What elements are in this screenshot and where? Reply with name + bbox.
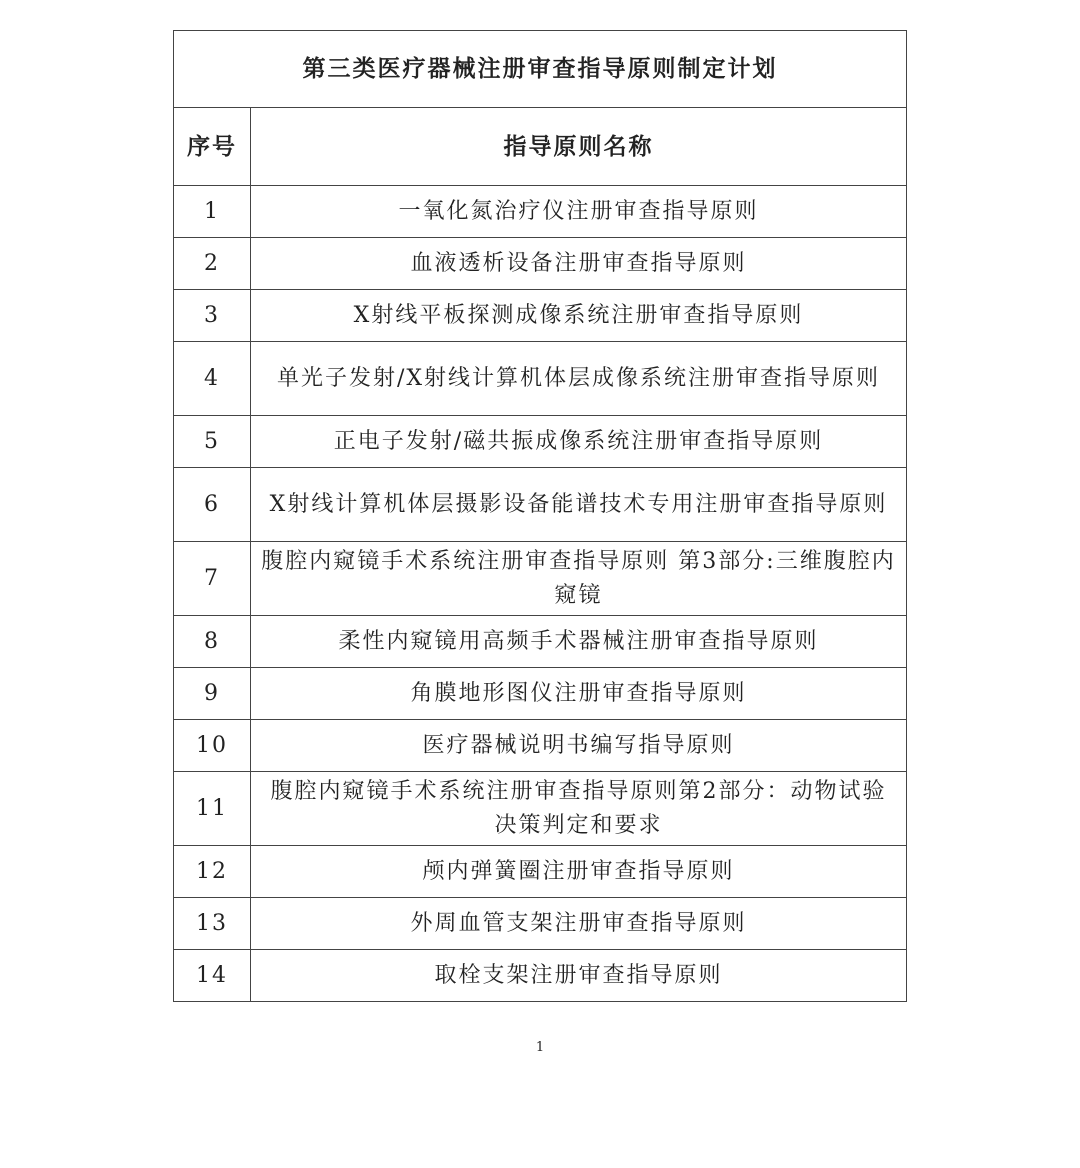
row-name: 取栓支架注册审查指导原则 [251, 950, 907, 1002]
table-title: 第三类医疗器械注册审查指导原则制定计划 [174, 31, 907, 108]
row-number: 1 [174, 186, 251, 238]
plan-table [173, 30, 907, 1002]
table-row [174, 668, 907, 720]
column-header-name: 指导原则名称 [251, 108, 907, 186]
table-row [174, 846, 907, 898]
table-row [174, 468, 907, 542]
table-row [174, 772, 907, 846]
row-name: 血液透析设备注册审查指导原则 [251, 238, 907, 290]
row-number: 2 [174, 238, 251, 290]
row-name: 柔性内窥镜用高频手术器械注册审查指导原则 [251, 616, 907, 668]
row-number: 4 [174, 342, 251, 416]
table-title-row [174, 31, 907, 108]
row-number: 5 [174, 416, 251, 468]
row-number: 6 [174, 468, 251, 542]
table-row [174, 342, 907, 416]
row-name: X射线计算机体层摄影设备能谱技术专用注册审查指导原则 [251, 468, 907, 542]
row-number: 7 [174, 542, 251, 616]
row-name: 角膜地形图仪注册审查指导原则 [251, 668, 907, 720]
table-row [174, 238, 907, 290]
table-row [174, 720, 907, 772]
row-name: 一氧化氮治疗仪注册审查指导原则 [251, 186, 907, 238]
row-number: 3 [174, 290, 251, 342]
table-header-row [174, 108, 907, 186]
row-name: 外周血管支架注册审查指导原则 [251, 898, 907, 950]
table-row [174, 290, 907, 342]
page-number: 1 [535, 1040, 545, 1055]
row-number: 13 [174, 898, 251, 950]
row-number: 8 [174, 616, 251, 668]
column-header-number: 序号 [174, 108, 251, 186]
row-name: 医疗器械说明书编写指导原则 [251, 720, 907, 772]
row-number: 10 [174, 720, 251, 772]
table-row [174, 950, 907, 1002]
table-row [174, 186, 907, 238]
row-name: 腹腔内窥镜手术系统注册审查指导原则第2部分：动物试验决策判定和要求 [251, 772, 907, 846]
row-name: 正电子发射/磁共振成像系统注册审查指导原则 [251, 416, 907, 468]
row-name: 腹腔内窥镜手术系统注册审查指导原则 第3部分:三维腹腔内窥镜 [251, 542, 907, 616]
row-number: 12 [174, 846, 251, 898]
table-row [174, 542, 907, 616]
row-name: X射线平板探测成像系统注册审查指导原则 [251, 290, 907, 342]
row-number: 11 [174, 772, 251, 846]
table-row [174, 898, 907, 950]
row-name: 颅内弹簧圈注册审查指导原则 [251, 846, 907, 898]
table-row [174, 416, 907, 468]
row-name: 单光子发射/X射线计算机体层成像系统注册审查指导原则 [251, 342, 907, 416]
table-row [174, 616, 907, 668]
row-number: 9 [174, 668, 251, 720]
row-number: 14 [174, 950, 251, 1002]
